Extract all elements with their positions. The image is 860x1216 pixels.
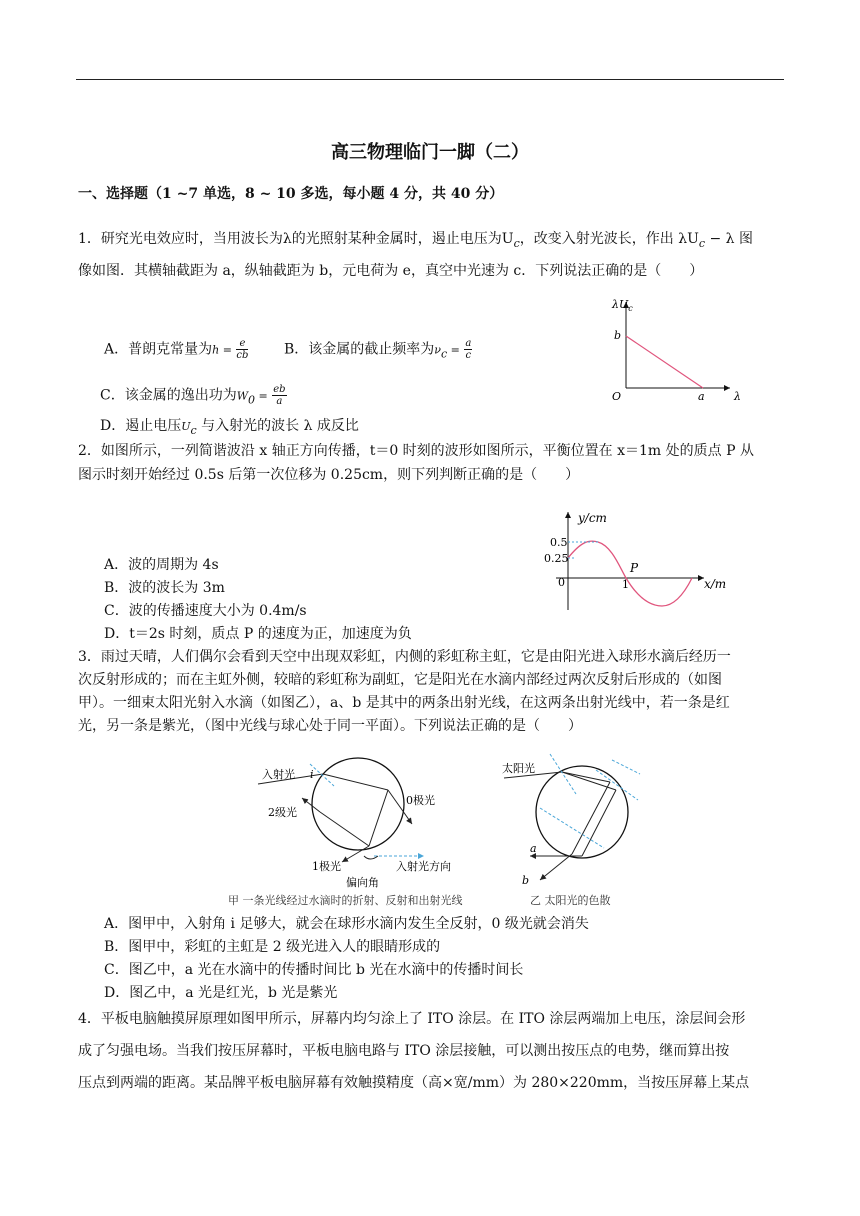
q3-stem-line3: 甲）。一细束太阳光射入水滴（如图乙），a、b 是其中的两条出射光线，在这两条出射光线中，若一条是红 bbox=[78, 695, 730, 711]
q3a-deviation-label: 偏向角 bbox=[346, 876, 379, 889]
section-heading: 一、选择题（1 ~7 单选，8 ~ 10 多选，每小题 4 分，共 40 分） bbox=[78, 186, 504, 202]
q3a-droplet bbox=[312, 758, 404, 850]
q3b-b-label: b bbox=[522, 874, 530, 887]
q2-y-label: y/cm bbox=[578, 511, 607, 525]
q3-option-d: D．图乙中，a 光是红光，b 光是紫光 bbox=[104, 985, 338, 1001]
q3a-order2-ray bbox=[302, 798, 320, 812]
q3b-sun-label: 太阳光 bbox=[502, 762, 535, 775]
page-title: 高三物理临门一脚（二） bbox=[331, 142, 529, 163]
q3-figure-a bbox=[224, 752, 490, 912]
q2-wave-graph bbox=[536, 506, 740, 616]
q3b-ray-b bbox=[540, 854, 572, 880]
q3a-order0-label: 0极光 bbox=[406, 794, 435, 807]
q1-option-c: C．该金属的逸出功为$W_0$ = $\frac{eb}{a}$ bbox=[100, 384, 286, 407]
q1-option-a: A．普朗克常量为h = $\frac{e}{cb}$ bbox=[104, 338, 249, 361]
q1-a-label: a bbox=[698, 390, 705, 403]
q3a-i-label: i bbox=[310, 768, 314, 781]
q2-point-p: P bbox=[630, 561, 639, 575]
q3-option-b: B．图甲中，彩虹的主虹是 2 级光进入人的眼睛形成的 bbox=[104, 939, 441, 955]
q3a-caption: 甲 一条光线经过水滴时的折射、反射和出射光线 bbox=[228, 894, 463, 907]
q1-stem-line2: 像如图．其横轴截距为 a，纵轴截距为 b，元电荷为 e，真空中光速为 c．下列说法正确的是（ ） bbox=[78, 263, 704, 279]
q3b-normal-4 bbox=[612, 760, 640, 774]
q1-line bbox=[626, 336, 703, 388]
q3-stem-line1: 3．雨过天晴，人们偶尔会看到天空中出现双彩虹，内侧的彩虹称主虹，它是由阳光进入球形水滴后经历一 bbox=[78, 649, 731, 665]
q2-x-label: x/m bbox=[704, 577, 727, 591]
q2-option-a: A．波的周期为 4s bbox=[104, 557, 219, 573]
q3b-ray-2b bbox=[572, 782, 610, 854]
q1-y-label: $\lambda U_c$ bbox=[612, 298, 633, 313]
q1-graph bbox=[600, 292, 770, 404]
q2-tick-1: 1 bbox=[622, 578, 629, 591]
q1-b-label: b bbox=[614, 329, 622, 342]
q3-option-c: C．图乙中，a 光在水滴中的传播时间比 b 光在水滴中的传播时间长 bbox=[104, 962, 524, 978]
q3a-ray-3 bbox=[320, 812, 369, 846]
q1-stem-line1: 1．研究光电效应时，当用波长为λ的光照射某种金属时，遏止电压为$U_c$，改变入射光波长，作出 $\lambda U_c - \lambda$ 图 bbox=[78, 231, 754, 250]
q3-figure-b bbox=[500, 752, 660, 912]
q3b-droplet bbox=[536, 766, 628, 858]
q2-tick-025: 0.25 bbox=[544, 552, 569, 565]
q2-option-d: D．t＝2s 时刻，质点 P 的速度为正，加速度为负 bbox=[104, 626, 412, 642]
q2-option-b: B．波的波长为 3m bbox=[104, 580, 225, 596]
q3-stem-line4: 光，另一条是紫光，（图中光线与球心处于同一平面）。下列说法正确的是（ ） bbox=[78, 718, 582, 734]
q2-tick-0: 0 bbox=[558, 576, 565, 589]
q2-stem-line1: 2．如图所示，一列简谐波沿 x 轴正方向传播，t＝0 时刻的波形如图所示，平衡位置在 x＝1m 处的质点 P 从 bbox=[78, 443, 754, 459]
q1-x-label: λ bbox=[734, 390, 741, 403]
q4-stem-line2: 成了匀强电场。当我们按压屏幕时，平板电脑电路与 ITO 涂层接触，可以测出按压点的电势，继而算出按 bbox=[78, 1043, 730, 1059]
q2-stem-line2: 图示时刻开始经过 0.5s 后第一次位移为 0.25cm，则下列判断正确的是（ ） bbox=[78, 467, 580, 483]
q1-origin-label: O bbox=[612, 390, 622, 403]
q3-option-a: A．图甲中，入射角 i 足够大，就会在球形水滴内发生全反射，0 级光就会消失 bbox=[104, 916, 589, 932]
q2-option-c: C．波的传播速度大小为 0.4m/s bbox=[104, 603, 307, 619]
q3b-a-label: a bbox=[530, 842, 537, 855]
q4-stem-line3: 压点到两端的距离。某品牌平板电脑屏幕有效触摸精度（高×宽/mm）为 280×220mm，当按压屏幕上某点 bbox=[78, 1075, 750, 1091]
q3b-normal-3 bbox=[540, 808, 604, 848]
q3a-order1-label: 1极光 bbox=[312, 860, 341, 873]
q1-option-b: B．该金属的截止频率为$\nu_c$ = $\frac{a}{c}$ bbox=[284, 338, 472, 361]
q3a-incident-label: 入射光 bbox=[262, 768, 295, 781]
q3a-direction-label: 入射光方向 bbox=[396, 860, 451, 873]
header-rule bbox=[76, 79, 784, 80]
q3a-ray-2 bbox=[369, 790, 388, 846]
q3b-caption: 乙 太阳光的色散 bbox=[530, 894, 611, 907]
q2-tick-05: 0.5 bbox=[550, 536, 568, 549]
q3a-order2-label: 2级光 bbox=[268, 806, 297, 819]
q3b-ray-2 bbox=[582, 790, 616, 856]
q3-stem-line2: 次反射形成的；而在主虹外侧，较暗的彩虹称为副虹，它是阳光在水滴内部经过两次反射后形成的（如图 bbox=[78, 672, 722, 688]
q4-stem-line1: 4．平板电脑触摸屏原理如图甲所示，屏幕内均匀涂上了 ITO 涂层。在 ITO 涂层两端加上电压，涂层间会形 bbox=[78, 1011, 746, 1027]
q1-option-d: D．遏止电压$U_c$ 与入射光的波长 λ 成反比 bbox=[100, 418, 359, 437]
q3a-ray-1 bbox=[323, 774, 388, 790]
